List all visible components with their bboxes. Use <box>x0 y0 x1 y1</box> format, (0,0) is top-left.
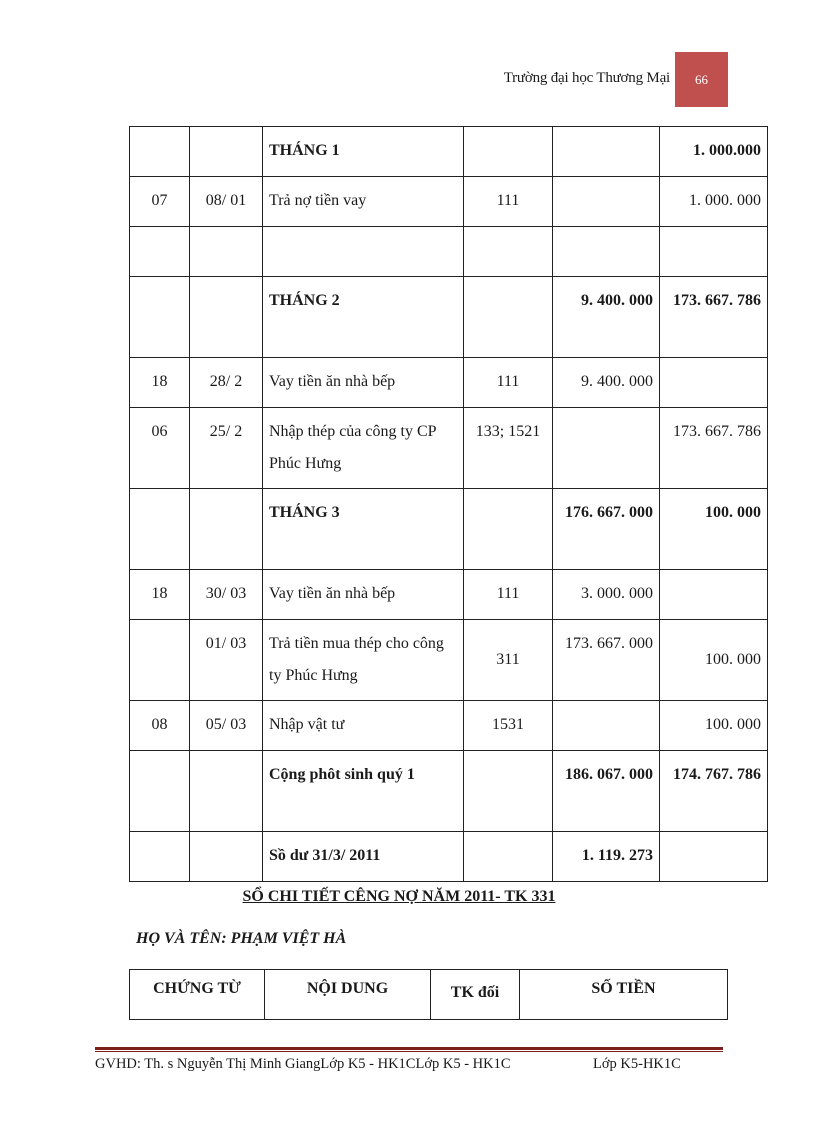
cell-so <box>130 489 190 570</box>
table-row <box>130 177 768 227</box>
table-row <box>130 751 768 832</box>
cell-no <box>553 177 660 227</box>
footer-left-text: GVHD: Th. s Nguyễn Thị Minh GiangLớp K5 - HK1CLớp K5 - HK1C <box>95 1056 511 1072</box>
cell-dien-giai: Nhập vật tư <box>263 701 464 751</box>
cell-ngay <box>190 227 263 277</box>
cell-no: 173. 667. 000 <box>553 620 660 701</box>
header-chung-tu: CHỨNG TỪ <box>130 970 265 1020</box>
table-row <box>130 701 768 751</box>
cell-no: 9. 400. 000 <box>553 358 660 408</box>
cell-dien-giai: Vay tiền ăn nhà bếp <box>263 358 464 408</box>
cell-so <box>130 832 190 882</box>
page-number-badge: 66 <box>675 52 728 107</box>
footer-right-text: Lớp K5-HK1C <box>593 1056 681 1072</box>
cell-co <box>660 227 768 277</box>
cell-tk: 111 <box>464 177 553 227</box>
cell-so: 07 <box>130 177 190 227</box>
cell-so <box>130 127 190 177</box>
table-row <box>130 227 768 277</box>
cell-no: 9. 400. 000 <box>553 277 660 358</box>
cell-no <box>553 127 660 177</box>
cell-ngay: 05/ 03 <box>190 701 263 751</box>
table-row <box>130 832 768 882</box>
cell-so: 18 <box>130 570 190 620</box>
cell-so <box>130 751 190 832</box>
section-title: SỔ CHI TIẾT CÊNG NỢ NĂM 2011- TK 331 <box>242 888 556 905</box>
table-row <box>130 570 768 620</box>
person-name: HỌ VÀ TÊN: PHẠM VIỆT HÀ <box>136 930 347 947</box>
cell-no <box>553 408 660 489</box>
table-row <box>130 277 768 358</box>
cell-co: 174. 767. 786 <box>660 751 768 832</box>
cell-tk <box>464 832 553 882</box>
cell-so <box>130 277 190 358</box>
cell-tk: 311 <box>464 620 553 701</box>
cell-dien-giai: Trả tiền mua thép cho công ty Phúc Hưng <box>263 620 464 701</box>
cell-ngay <box>190 277 263 358</box>
cell-ngay: 30/ 03 <box>190 570 263 620</box>
cell-so <box>130 227 190 277</box>
cell-co: 173. 667. 786 <box>660 408 768 489</box>
table-row <box>130 620 768 701</box>
cell-co: 1. 000.000 <box>660 127 768 177</box>
cell-co: 173. 667. 786 <box>660 277 768 358</box>
cell-co <box>660 570 768 620</box>
cell-co: 100. 000 <box>660 620 768 701</box>
cell-tk <box>464 127 553 177</box>
cell-dien-giai: Nhập thép của công ty CP Phúc Hưng <box>263 408 464 489</box>
sub-table-header <box>129 969 728 1020</box>
cell-dien-giai: THÁNG 3 <box>263 489 464 570</box>
cell-tk: 111 <box>464 570 553 620</box>
cell-no: 1. 119. 273 <box>553 832 660 882</box>
cell-so <box>130 620 190 701</box>
table-row <box>130 358 768 408</box>
cell-no: 186. 067. 000 <box>553 751 660 832</box>
cell-dien-giai: Vay tiền ăn nhà bếp <box>263 570 464 620</box>
cell-co: 1. 000. 000 <box>660 177 768 227</box>
cell-no <box>553 227 660 277</box>
table-row <box>130 408 768 489</box>
cell-ngay <box>190 489 263 570</box>
header-tk-doi: TK đối <box>431 970 520 1020</box>
cell-tk <box>464 489 553 570</box>
footer-rule-thin <box>95 1051 723 1052</box>
table-row <box>130 970 728 1020</box>
footer-rule <box>95 1047 723 1050</box>
cell-ngay: 01/ 03 <box>190 620 263 701</box>
cell-tk <box>464 227 553 277</box>
cell-dien-giai: Cộng phôt sinh quý 1 <box>263 751 464 832</box>
cell-so: 08 <box>130 701 190 751</box>
cell-so: 06 <box>130 408 190 489</box>
table-row <box>130 127 768 177</box>
cell-dien-giai <box>263 227 464 277</box>
cell-ngay: 08/ 01 <box>190 177 263 227</box>
cell-no: 176. 667. 000 <box>553 489 660 570</box>
cell-co: 100. 000 <box>660 489 768 570</box>
header-so-tien: SỐ TIỀN <box>520 970 728 1020</box>
cell-no <box>553 701 660 751</box>
cell-tk <box>464 751 553 832</box>
cell-no: 3. 000. 000 <box>553 570 660 620</box>
cell-ngay <box>190 751 263 832</box>
cell-so: 18 <box>130 358 190 408</box>
cell-tk: 133; 1521 <box>464 408 553 489</box>
cell-ngay: 25/ 2 <box>190 408 263 489</box>
table-row <box>130 489 768 570</box>
cell-ngay: 28/ 2 <box>190 358 263 408</box>
ledger-table <box>129 126 768 882</box>
cell-tk: 1531 <box>464 701 553 751</box>
cell-dien-giai: Sồ dư 31/3/ 2011 <box>263 832 464 882</box>
cell-ngay <box>190 127 263 177</box>
cell-co <box>660 832 768 882</box>
cell-dien-giai: THÁNG 1 <box>263 127 464 177</box>
header-noi-dung: NỘI DUNG <box>265 970 431 1020</box>
cell-tk: 111 <box>464 358 553 408</box>
cell-dien-giai: Trả nợ tiền vay <box>263 177 464 227</box>
cell-co: 100. 000 <box>660 701 768 751</box>
cell-dien-giai: THÁNG 2 <box>263 277 464 358</box>
cell-ngay <box>190 832 263 882</box>
cell-tk <box>464 277 553 358</box>
header-title: Trường đại học Thương Mại <box>503 70 670 86</box>
cell-co <box>660 358 768 408</box>
